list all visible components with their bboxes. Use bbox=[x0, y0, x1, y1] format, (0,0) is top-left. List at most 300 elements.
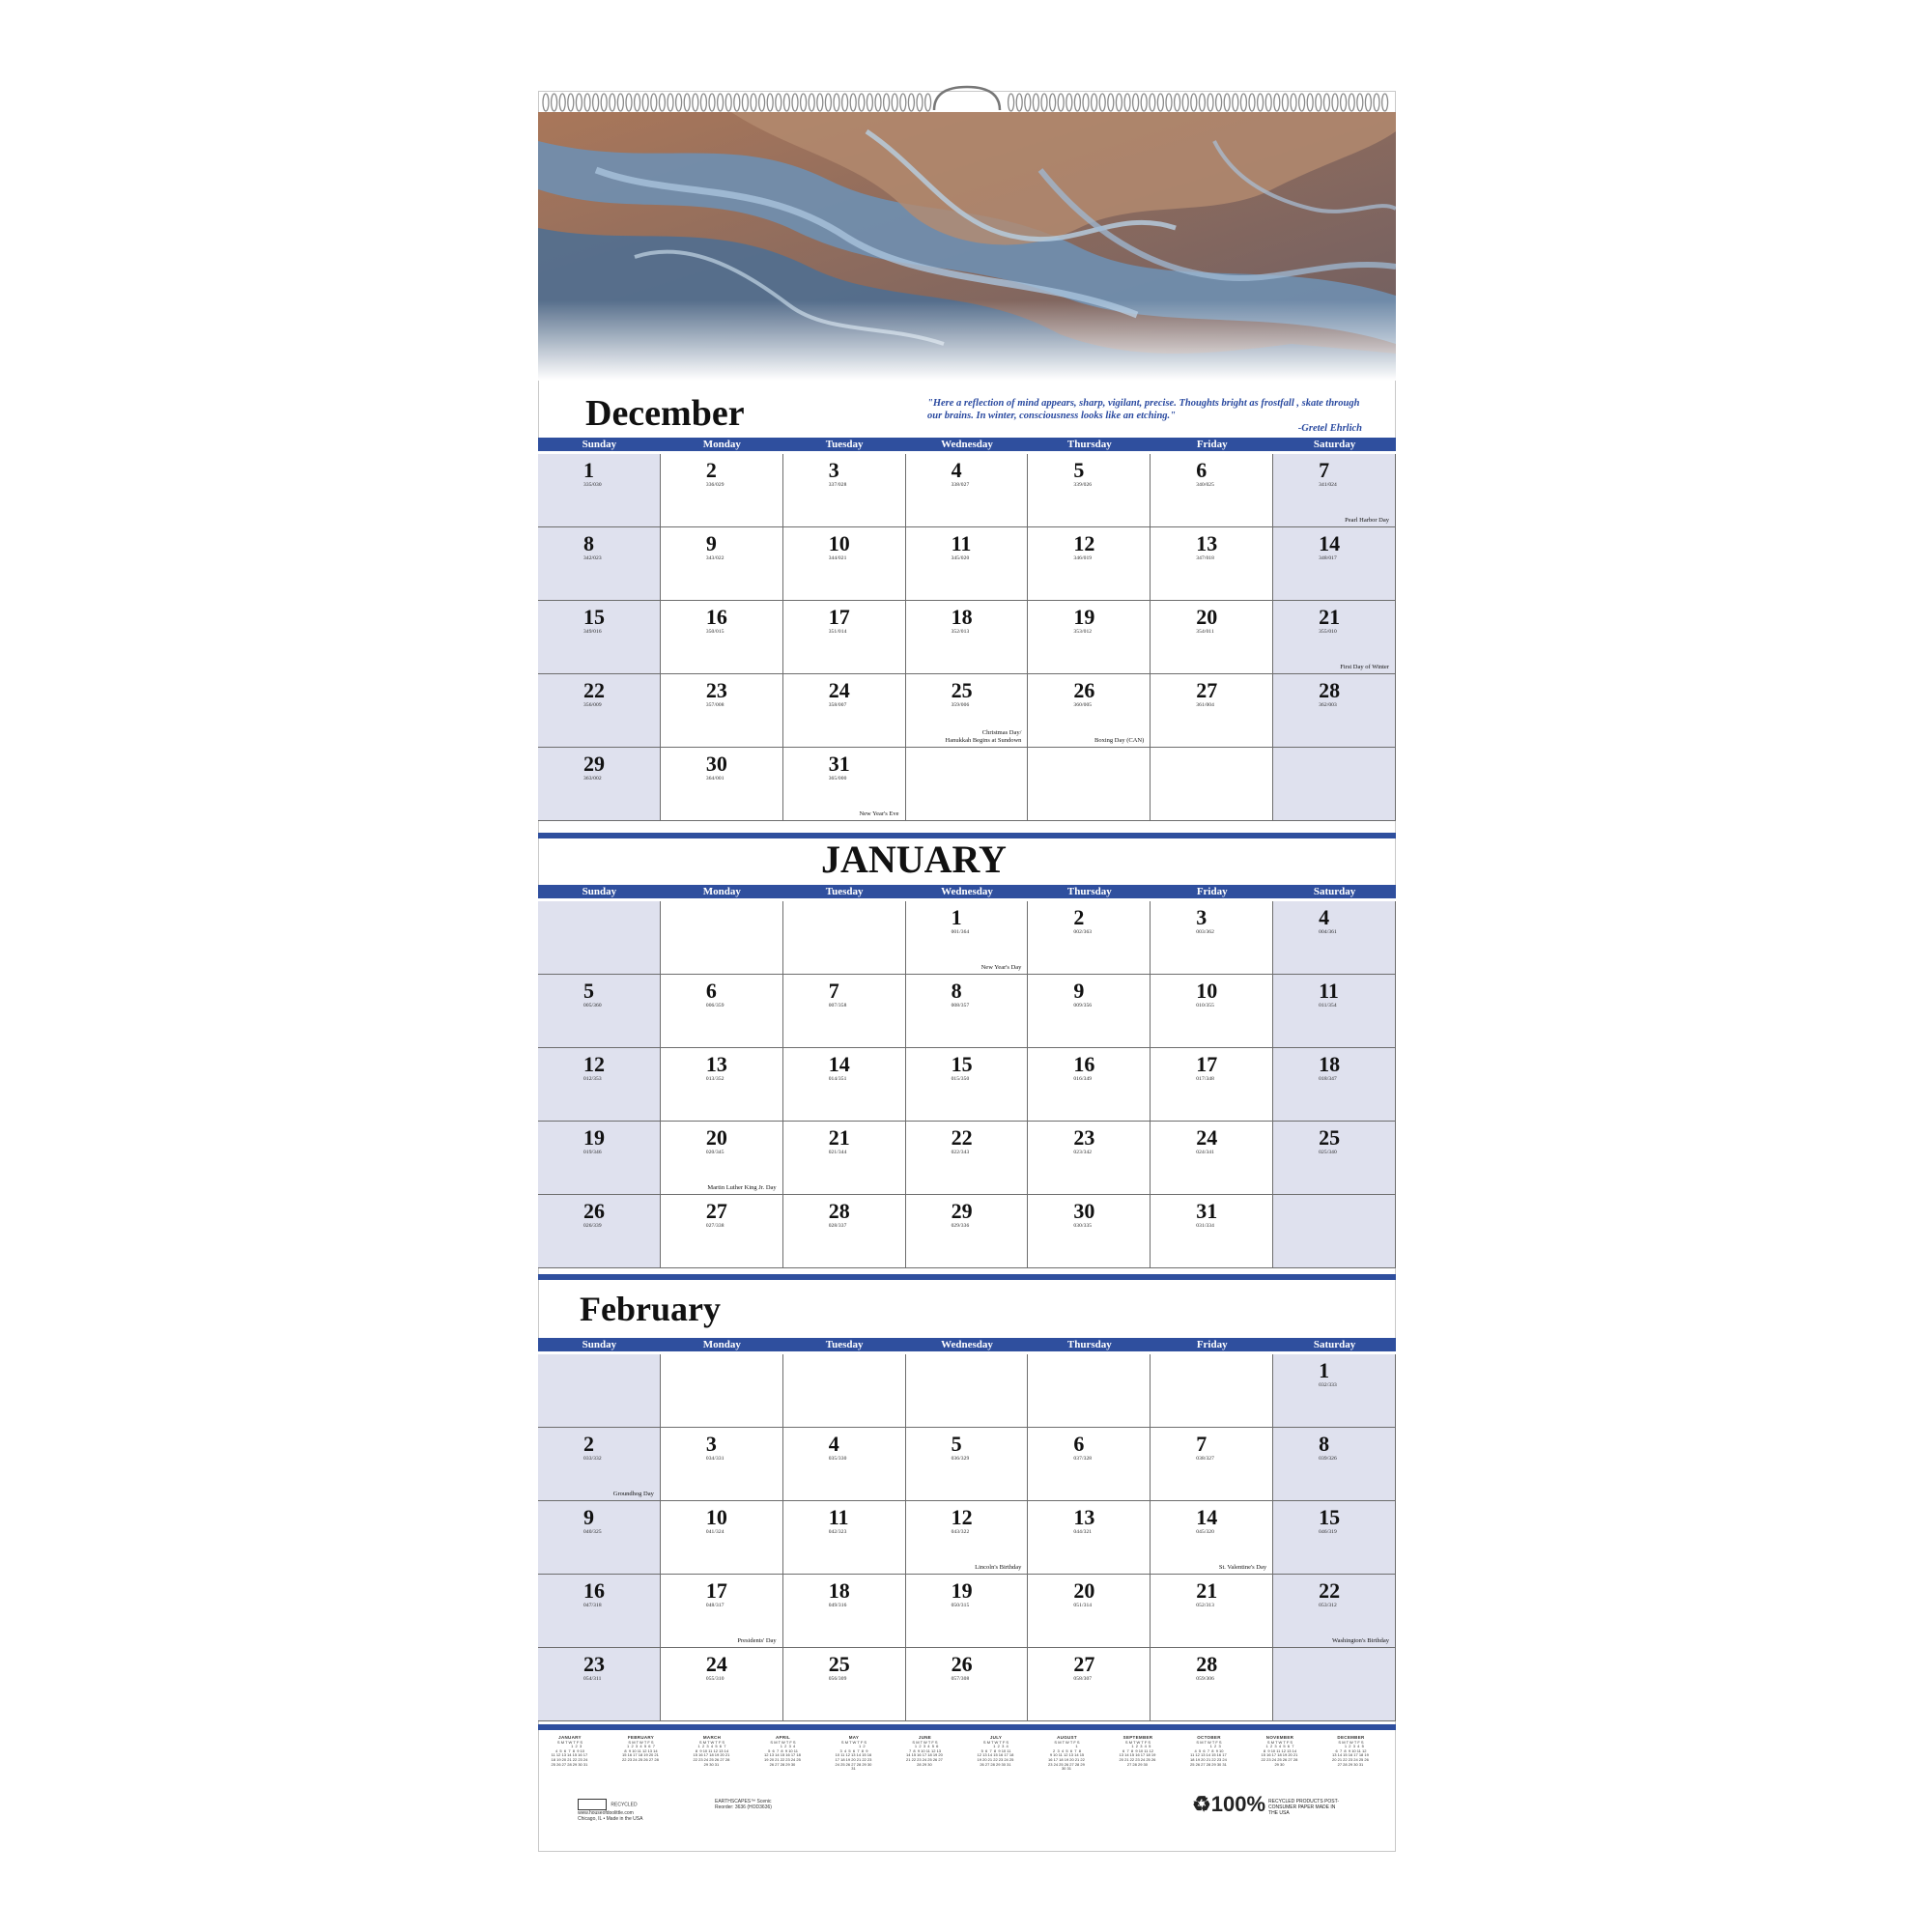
recycled-text: RECYCLED PRODUCTS POST-CONSUMER PAPER MADE IN THE USA bbox=[1268, 1798, 1340, 1816]
recycled-percent: 100% bbox=[1210, 1792, 1266, 1816]
empty-day-cell[interactable] bbox=[1151, 1354, 1273, 1428]
day-number: 24 bbox=[828, 678, 850, 702]
day-number: 14 bbox=[828, 1052, 850, 1076]
quote-author: -Gretel Ehrlich bbox=[1297, 423, 1362, 434]
weekday-label: Monday bbox=[702, 886, 741, 897]
spiral-loop bbox=[659, 94, 665, 111]
weekday-label: Thursday bbox=[1066, 886, 1112, 897]
day-cell[interactable] bbox=[906, 901, 1029, 975]
spiral-loop bbox=[792, 94, 798, 111]
weekday-label: Sunday bbox=[582, 1339, 617, 1350]
product-info bbox=[715, 1799, 772, 1810]
day-cell[interactable] bbox=[661, 1048, 783, 1122]
day-cell[interactable] bbox=[1028, 1648, 1151, 1721]
day-cell[interactable] bbox=[906, 1648, 1029, 1721]
day-of-year-count: 027/338 bbox=[705, 1223, 724, 1229]
empty-day-cell[interactable] bbox=[1028, 748, 1151, 821]
spiral-loop bbox=[842, 94, 848, 111]
spiral-loop bbox=[668, 94, 673, 111]
day-cell[interactable] bbox=[538, 748, 661, 821]
holiday-label: New Year's Day bbox=[980, 963, 1022, 971]
spiral-loop bbox=[552, 94, 557, 111]
publisher-location: Chicago, IL • Made in the USA bbox=[578, 1816, 643, 1822]
spiral-loop bbox=[734, 94, 740, 111]
day-cell[interactable] bbox=[1273, 1048, 1396, 1122]
day-cell[interactable] bbox=[906, 454, 1029, 527]
day-cell[interactable] bbox=[1151, 901, 1273, 975]
spiral-loop bbox=[725, 94, 731, 111]
day-cell[interactable] bbox=[783, 1122, 906, 1195]
mini-month bbox=[967, 1736, 1025, 1767]
mini-month bbox=[541, 1736, 599, 1767]
day-cell[interactable] bbox=[538, 1122, 661, 1195]
day-of-year-count: 032/333 bbox=[1319, 1382, 1337, 1388]
day-cell[interactable] bbox=[1151, 975, 1273, 1048]
day-of-year-count: 358/007 bbox=[828, 702, 847, 708]
day-number: 24 bbox=[705, 1652, 727, 1676]
day-cell[interactable] bbox=[783, 1048, 906, 1122]
day-number: 26 bbox=[583, 1199, 605, 1223]
spiral-loop bbox=[1216, 94, 1222, 111]
day-cell[interactable] bbox=[783, 748, 906, 821]
product-line: EARTHSCAPES™ Scenic bbox=[715, 1799, 772, 1804]
spiral-loop bbox=[1258, 94, 1264, 111]
spiral-loop bbox=[1099, 94, 1105, 111]
spiral-loop bbox=[834, 94, 839, 111]
spiral-loop bbox=[1307, 94, 1313, 111]
mini-month-name: JANUARY bbox=[558, 1735, 582, 1740]
day-of-year-count: 360/005 bbox=[1073, 702, 1093, 708]
day-of-year-count: 349/016 bbox=[583, 629, 602, 635]
day-number: 17 bbox=[1196, 1052, 1218, 1076]
day-of-year-count: 036/329 bbox=[951, 1456, 970, 1462]
day-number: 23 bbox=[583, 1652, 605, 1676]
day-cell[interactable] bbox=[1028, 454, 1151, 527]
mini-month-days: 1 2 3 4 5 6 7 8 9 10 11 12 13 14 15 16 17 18 19 20 21 22 23 24 25 26 27 28 29 30 31 bbox=[693, 1744, 730, 1767]
day-cell[interactable] bbox=[1151, 1501, 1273, 1575]
day-of-year-count: 017/348 bbox=[1196, 1076, 1215, 1082]
day-number: 28 bbox=[1196, 1652, 1218, 1676]
spiral-loop bbox=[1182, 94, 1188, 111]
spiral-loop bbox=[1166, 94, 1172, 111]
day-of-year-count: 001/364 bbox=[951, 929, 970, 935]
day-number: 17 bbox=[705, 1578, 727, 1603]
day-of-year-count: 347/018 bbox=[1196, 555, 1215, 561]
spiral-loop bbox=[1066, 94, 1072, 111]
spiral-loop bbox=[568, 94, 574, 111]
day-of-year-count: 035/330 bbox=[828, 1456, 847, 1462]
day-cell[interactable] bbox=[1028, 1122, 1151, 1195]
day-number: 24 bbox=[1196, 1125, 1218, 1150]
day-cell[interactable] bbox=[783, 674, 906, 748]
empty-day-cell[interactable] bbox=[538, 901, 661, 975]
day-number: 13 bbox=[1196, 531, 1218, 555]
day-number: 8 bbox=[951, 979, 962, 1003]
spiral-loop bbox=[1382, 94, 1388, 111]
mini-month-days: 1 2 3 4 5 6 7 8 9 10 11 12 13 14 15 16 17 18 19 20 21 22 23 24 25 26 27 28 29 30 bbox=[1119, 1744, 1156, 1767]
day-of-year-count: 009/356 bbox=[1073, 1003, 1093, 1009]
day-of-year-count: 055/310 bbox=[705, 1676, 724, 1682]
spiral-loop bbox=[1133, 94, 1139, 111]
publisher-url: www.houseofdoolittle.com bbox=[578, 1810, 634, 1816]
spiral-loop bbox=[1282, 94, 1288, 111]
empty-day-cell[interactable] bbox=[1273, 1648, 1396, 1721]
day-number: 3 bbox=[828, 458, 839, 482]
day-of-year-count: 014/351 bbox=[828, 1076, 847, 1082]
mini-month bbox=[1109, 1736, 1167, 1767]
day-cell[interactable] bbox=[906, 527, 1029, 601]
spiral-loop bbox=[1108, 94, 1114, 111]
day-of-year-count: 013/352 bbox=[705, 1076, 724, 1082]
weekday-label: Monday bbox=[702, 439, 741, 450]
weekday-label: Saturday bbox=[1313, 886, 1356, 897]
month-separator-bar bbox=[538, 1724, 1396, 1730]
day-number: 20 bbox=[1073, 1578, 1095, 1603]
day-number: 2 bbox=[583, 1432, 594, 1456]
day-of-year-count: 019/346 bbox=[583, 1150, 602, 1155]
spiral-loop bbox=[1233, 94, 1238, 111]
day-cell[interactable] bbox=[661, 454, 783, 527]
day-number: 29 bbox=[583, 752, 605, 776]
day-number: 15 bbox=[1319, 1505, 1341, 1529]
day-number: 31 bbox=[1196, 1199, 1218, 1223]
day-cell[interactable] bbox=[538, 1048, 661, 1122]
spiral-loop bbox=[1025, 94, 1031, 111]
spiral-loop bbox=[1323, 94, 1329, 111]
empty-day-cell[interactable] bbox=[783, 1354, 906, 1428]
day-cell[interactable] bbox=[1151, 674, 1273, 748]
day-cell[interactable] bbox=[1028, 975, 1151, 1048]
mini-month-days: 1 2 3 4 5 6 7 8 9 10 11 12 13 14 15 16 17 18 19 20 21 22 23 24 25 26 27 28 29 30 bbox=[764, 1744, 801, 1767]
spiral-loop bbox=[917, 94, 923, 111]
spiral-loop bbox=[809, 94, 814, 111]
recycled-badge-label: RECYCLED bbox=[611, 1802, 638, 1808]
spiral-loop bbox=[767, 94, 773, 111]
day-cell[interactable] bbox=[1028, 1048, 1151, 1122]
quote-block bbox=[927, 397, 1362, 435]
day-of-year-count: 056/309 bbox=[828, 1676, 847, 1682]
day-of-year-count: 022/343 bbox=[951, 1150, 970, 1155]
day-of-year-count: 018/347 bbox=[1319, 1076, 1337, 1082]
empty-day-cell[interactable] bbox=[783, 901, 906, 975]
holiday-label: First Day of Winter bbox=[1340, 663, 1389, 670]
spiral-loop bbox=[900, 94, 906, 111]
day-cell[interactable] bbox=[783, 601, 906, 674]
day-cell[interactable] bbox=[538, 1648, 661, 1721]
spiral-loop bbox=[635, 94, 640, 111]
day-cell[interactable] bbox=[1273, 1354, 1396, 1428]
day-number: 28 bbox=[828, 1199, 850, 1223]
day-cell[interactable] bbox=[1273, 1122, 1396, 1195]
spiral-loop bbox=[617, 94, 623, 111]
weekday-header-bar bbox=[538, 1338, 1396, 1354]
spiral-loop bbox=[709, 94, 715, 111]
day-number: 18 bbox=[828, 1578, 850, 1603]
mini-month-name: DECEMBER bbox=[1337, 1735, 1365, 1740]
day-number: 1 bbox=[1319, 1358, 1330, 1382]
day-cell[interactable] bbox=[661, 748, 783, 821]
day-of-year-count: 044/321 bbox=[1073, 1529, 1093, 1535]
recycled-claim bbox=[1192, 1792, 1346, 1817]
day-number: 27 bbox=[1073, 1652, 1095, 1676]
day-cell[interactable] bbox=[1273, 975, 1396, 1048]
day-cell[interactable] bbox=[1028, 674, 1151, 748]
month-grid bbox=[538, 454, 1396, 821]
mini-month-weekdays: S M T W T F S bbox=[840, 1739, 867, 1745]
day-cell[interactable] bbox=[1273, 454, 1396, 527]
spiral-loop bbox=[850, 94, 856, 111]
day-of-year-count: 010/355 bbox=[1196, 1003, 1215, 1009]
spiral-loop bbox=[1316, 94, 1321, 111]
day-cell[interactable] bbox=[1151, 1122, 1273, 1195]
empty-day-cell[interactable] bbox=[538, 1354, 661, 1428]
mini-month-name: NOVEMBER bbox=[1265, 1735, 1294, 1740]
day-of-year-count: 015/350 bbox=[951, 1076, 970, 1082]
day-cell[interactable] bbox=[783, 1648, 906, 1721]
empty-day-cell[interactable] bbox=[661, 1354, 783, 1428]
mini-month-weekdays: S M T W T F S bbox=[698, 1739, 725, 1745]
spiral-loop bbox=[1074, 94, 1080, 111]
day-number: 10 bbox=[705, 1505, 727, 1529]
day-of-year-count: 356/009 bbox=[583, 702, 602, 708]
day-cell[interactable] bbox=[1273, 901, 1396, 975]
day-of-year-count: 007/358 bbox=[828, 1003, 847, 1009]
empty-day-cell[interactable] bbox=[1273, 748, 1396, 821]
spiral-loop bbox=[742, 94, 748, 111]
day-cell[interactable] bbox=[538, 674, 661, 748]
day-cell[interactable] bbox=[538, 454, 661, 527]
mini-month bbox=[1180, 1736, 1238, 1767]
day-cell[interactable] bbox=[661, 1428, 783, 1501]
day-cell[interactable] bbox=[661, 1501, 783, 1575]
day-cell[interactable] bbox=[783, 1195, 906, 1268]
weekday-label: Tuesday bbox=[825, 886, 864, 897]
spiral-loop bbox=[1092, 94, 1097, 111]
day-cell[interactable] bbox=[1151, 527, 1273, 601]
day-number: 14 bbox=[1196, 1505, 1218, 1529]
mini-month-weekdays: S M T W T F S bbox=[1054, 1739, 1080, 1745]
day-number: 8 bbox=[583, 531, 594, 555]
day-of-year-count: 345/020 bbox=[951, 555, 970, 561]
weekday-label: Tuesday bbox=[825, 439, 864, 450]
day-cell[interactable] bbox=[661, 975, 783, 1048]
day-cell[interactable] bbox=[538, 1195, 661, 1268]
day-of-year-count: 362/003 bbox=[1319, 702, 1337, 708]
empty-day-cell[interactable] bbox=[1273, 1195, 1396, 1268]
day-of-year-count: 336/029 bbox=[705, 482, 724, 488]
spiral-loop bbox=[1157, 94, 1163, 111]
day-of-year-count: 038/327 bbox=[1196, 1456, 1215, 1462]
weekday-label: Thursday bbox=[1066, 439, 1112, 450]
spiral-loop bbox=[1150, 94, 1155, 111]
mini-month-days: 1 2 3 4 5 6 7 8 9 10 11 12 13 14 15 16 17 18 19 20 21 22 23 24 25 26 27 28 bbox=[622, 1744, 659, 1762]
spiral-loop bbox=[601, 94, 607, 111]
day-cell[interactable] bbox=[1028, 601, 1151, 674]
day-cell[interactable] bbox=[783, 454, 906, 527]
day-cell[interactable] bbox=[783, 1575, 906, 1648]
holiday-label: Groundhog Day bbox=[612, 1490, 654, 1497]
day-of-year-count: 024/341 bbox=[1196, 1150, 1215, 1155]
empty-day-cell[interactable] bbox=[1028, 1354, 1151, 1428]
day-of-year-count: 037/328 bbox=[1073, 1456, 1093, 1462]
day-cell[interactable] bbox=[538, 1428, 661, 1501]
empty-day-cell[interactable] bbox=[1151, 748, 1273, 821]
day-cell[interactable] bbox=[661, 601, 783, 674]
month-separator-bar bbox=[538, 1274, 1396, 1280]
day-of-year-count: 353/012 bbox=[1073, 629, 1093, 635]
day-number: 4 bbox=[828, 1432, 839, 1456]
day-number: 17 bbox=[828, 605, 850, 629]
day-of-year-count: 335/030 bbox=[583, 482, 602, 488]
day-of-year-count: 364/001 bbox=[705, 776, 724, 781]
mini-month-name: AUGUST bbox=[1057, 1735, 1077, 1740]
spiral-loop bbox=[1050, 94, 1056, 111]
mini-month-name: MARCH bbox=[702, 1735, 722, 1740]
day-cell[interactable] bbox=[906, 975, 1029, 1048]
day-number: 23 bbox=[705, 678, 727, 702]
weekday-label: Friday bbox=[1196, 439, 1228, 450]
day-number: 2 bbox=[705, 458, 717, 482]
day-number: 27 bbox=[1196, 678, 1218, 702]
spiral-loop bbox=[1357, 94, 1363, 111]
mini-month bbox=[683, 1736, 741, 1767]
day-cell[interactable] bbox=[1028, 1428, 1151, 1501]
day-number: 5 bbox=[951, 1432, 962, 1456]
day-cell[interactable] bbox=[1151, 454, 1273, 527]
day-cell[interactable] bbox=[538, 1575, 661, 1648]
empty-day-cell[interactable] bbox=[906, 1354, 1029, 1428]
day-cell[interactable] bbox=[1273, 1575, 1396, 1648]
spiral-loop bbox=[875, 94, 881, 111]
day-cell[interactable] bbox=[661, 1648, 783, 1721]
day-number: 6 bbox=[1196, 458, 1208, 482]
day-cell[interactable] bbox=[1273, 674, 1396, 748]
day-number: 13 bbox=[705, 1052, 727, 1076]
mini-month bbox=[612, 1736, 670, 1763]
spiral-loop bbox=[1240, 94, 1246, 111]
day-number: 4 bbox=[951, 458, 962, 482]
header-landscape-image bbox=[538, 112, 1396, 381]
day-cell[interactable] bbox=[906, 1048, 1029, 1122]
day-of-year-count: 005/360 bbox=[583, 1003, 602, 1009]
day-cell[interactable] bbox=[538, 601, 661, 674]
mini-month bbox=[754, 1736, 812, 1767]
spiral-loop bbox=[559, 94, 565, 111]
day-number: 19 bbox=[951, 1578, 973, 1603]
spiral-loop bbox=[1374, 94, 1379, 111]
day-of-year-count: 051/314 bbox=[1073, 1603, 1093, 1608]
day-cell[interactable] bbox=[783, 1501, 906, 1575]
spiral-loop bbox=[1083, 94, 1089, 111]
spiral-loop bbox=[1058, 94, 1064, 111]
day-of-year-count: 338/027 bbox=[951, 482, 970, 488]
day-of-year-count: 346/019 bbox=[1073, 555, 1093, 561]
day-cell[interactable] bbox=[906, 1122, 1029, 1195]
day-number: 15 bbox=[583, 605, 605, 629]
day-cell[interactable] bbox=[906, 1501, 1029, 1575]
spiral-loop bbox=[867, 94, 872, 111]
day-number: 22 bbox=[583, 678, 605, 702]
day-cell[interactable] bbox=[1273, 1428, 1396, 1501]
day-cell[interactable] bbox=[1151, 1195, 1273, 1268]
day-cell[interactable] bbox=[538, 527, 661, 601]
day-cell[interactable] bbox=[1151, 1048, 1273, 1122]
day-of-year-count: 041/324 bbox=[705, 1529, 724, 1535]
day-cell[interactable] bbox=[1028, 1575, 1151, 1648]
day-cell[interactable] bbox=[906, 674, 1029, 748]
day-number: 21 bbox=[1319, 605, 1341, 629]
day-cell[interactable] bbox=[661, 1122, 783, 1195]
day-of-year-count: 348/017 bbox=[1319, 555, 1337, 561]
spiral-loop bbox=[1274, 94, 1280, 111]
day-cell[interactable] bbox=[906, 601, 1029, 674]
day-number: 7 bbox=[1196, 1432, 1208, 1456]
day-cell[interactable] bbox=[1273, 601, 1396, 674]
holiday-label: Presidents' Day bbox=[737, 1636, 777, 1644]
day-cell[interactable] bbox=[661, 674, 783, 748]
day-number: 29 bbox=[951, 1199, 973, 1223]
mini-month-name: APRIL bbox=[776, 1735, 790, 1740]
day-of-year-count: 057/308 bbox=[951, 1676, 970, 1682]
mini-month bbox=[1322, 1736, 1380, 1767]
day-of-year-count: 003/362 bbox=[1196, 929, 1215, 935]
day-number: 7 bbox=[1319, 458, 1330, 482]
spiral-loop bbox=[817, 94, 823, 111]
holiday-label: Christmas Day/ Hanukkah Begins at Sundown bbox=[945, 729, 1022, 744]
spiral-loop bbox=[908, 94, 914, 111]
day-of-year-count: 052/313 bbox=[1196, 1603, 1215, 1608]
day-cell[interactable] bbox=[538, 1501, 661, 1575]
day-cell[interactable] bbox=[1151, 1428, 1273, 1501]
weekday-label: Friday bbox=[1196, 886, 1228, 897]
day-cell[interactable] bbox=[1028, 527, 1151, 601]
holiday-label: Pearl Harbor Day bbox=[1345, 516, 1389, 524]
empty-day-cell[interactable] bbox=[906, 748, 1029, 821]
day-of-year-count: 004/361 bbox=[1319, 929, 1337, 935]
day-cell[interactable] bbox=[906, 1575, 1029, 1648]
day-cell[interactable] bbox=[1028, 1195, 1151, 1268]
day-cell[interactable] bbox=[661, 1575, 783, 1648]
day-cell[interactable] bbox=[1273, 527, 1396, 601]
day-cell[interactable] bbox=[1151, 1648, 1273, 1721]
day-cell[interactable] bbox=[1028, 1501, 1151, 1575]
day-number: 4 bbox=[1319, 905, 1330, 929]
day-cell[interactable] bbox=[1151, 1575, 1273, 1648]
empty-day-cell[interactable] bbox=[661, 901, 783, 975]
day-cell[interactable] bbox=[1028, 901, 1151, 975]
day-cell[interactable] bbox=[783, 975, 906, 1048]
day-cell[interactable] bbox=[661, 527, 783, 601]
day-cell[interactable] bbox=[906, 1428, 1029, 1501]
day-cell[interactable] bbox=[906, 1195, 1029, 1268]
spiral-loop bbox=[1016, 94, 1022, 111]
spiral-loop bbox=[1041, 94, 1047, 111]
day-cell[interactable] bbox=[1151, 601, 1273, 674]
day-cell[interactable] bbox=[783, 1428, 906, 1501]
day-cell[interactable] bbox=[1273, 1501, 1396, 1575]
mini-month-name: JULY bbox=[989, 1735, 1003, 1740]
day-cell[interactable] bbox=[538, 975, 661, 1048]
reorder-number: Reorder: 3636 (HOD3636) bbox=[715, 1804, 772, 1810]
day-of-year-count: 012/353 bbox=[583, 1076, 602, 1082]
spiral-loop bbox=[859, 94, 865, 111]
day-cell[interactable] bbox=[783, 527, 906, 601]
spiral-loop bbox=[718, 94, 724, 111]
mini-month-days: 1 2 3 4 5 6 7 8 9 10 11 12 13 14 15 16 17 18 19 20 21 22 23 24 25 26 27 28 29 30 31 bbox=[977, 1744, 1014, 1767]
day-cell[interactable] bbox=[661, 1195, 783, 1268]
spiral-loop bbox=[593, 94, 599, 111]
day-of-year-count: 021/344 bbox=[828, 1150, 847, 1155]
